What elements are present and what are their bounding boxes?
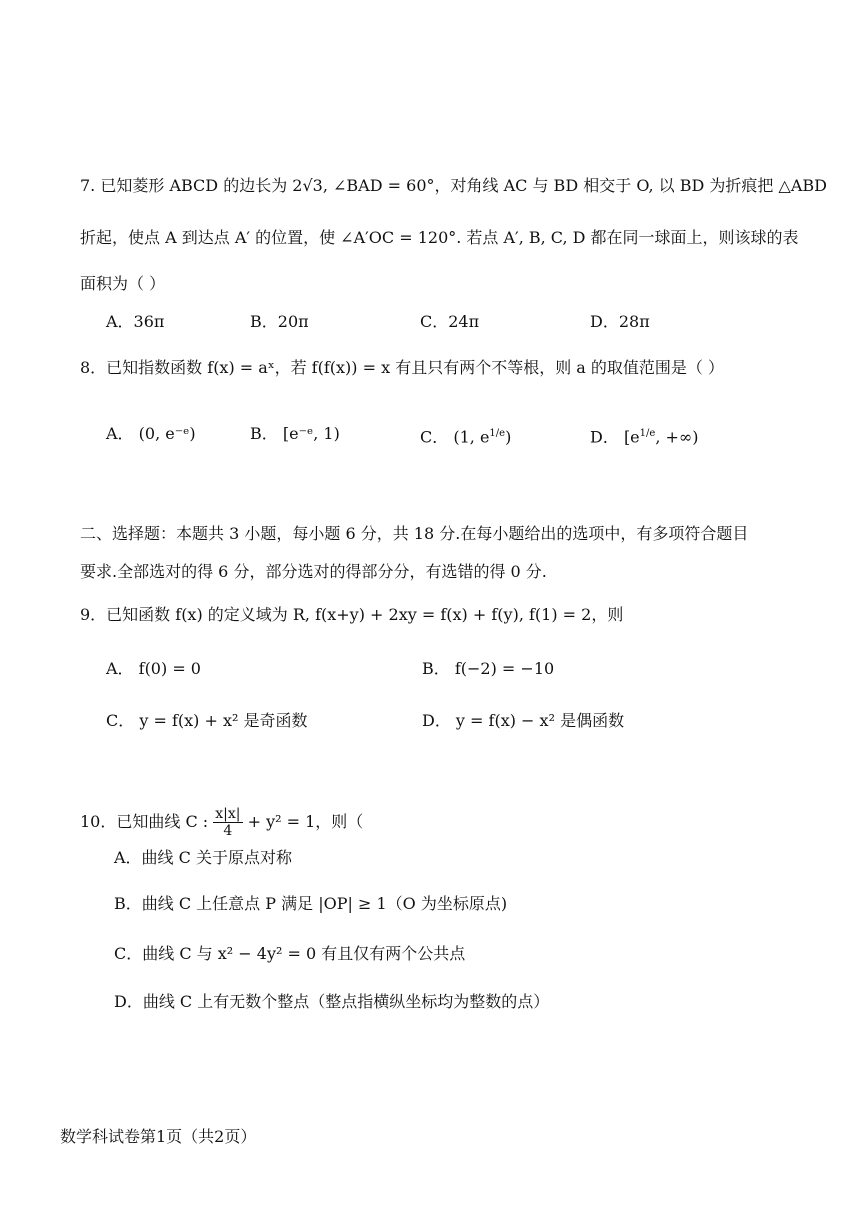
q8-option-d-label: D． [590,427,619,447]
q8-option-b-expr: [e⁻ᵉ, 1) [282,424,340,443]
q10-stem [80,804,363,840]
q7-option-c: C．24π [420,312,480,331]
section2-line1: 二、选择题：本题共 3 小题，每小题 6 分，共 18 分.在每小题给出的选项中，有多项符合题目 [80,524,749,543]
q8-option-d-exp: 1/e [639,428,656,439]
q9-stem: 9．已知函数 f(x) 的定义域为 R, f(x+y) + 2xy = f(x) + f(y), f(1) = 2，则 [80,605,624,624]
q8-option-a-label: A． [106,424,134,443]
q10-fraction-denominator: 4 [223,823,233,839]
q9-option-a: A． f(0) = 0 [106,659,201,678]
q10-option-c: C．曲线 C 与 x² − 4y² = 0 有且仅有两个公共点 [114,944,466,963]
q9-option-d: D． y = f(x) − x² 是偶函数 [422,711,625,730]
q8-option-b-label: B． [250,424,278,443]
q10-option-a: A．曲线 C 关于原点对称 [114,848,292,867]
q8-option-a-expr: (0, e⁻ᵉ) [138,424,196,443]
q7-option-a: A．36π [106,312,165,331]
q8-option-d-left: [e [623,427,640,447]
q8-option-c-exp: 1/e [489,428,506,439]
page-footer: 数学科试卷第1页（共2页） [60,1127,257,1146]
q8-stem: 8．已知指数函数 f(x) = aˣ，若 f(f(x)) = x 有且只有两个不等根，则 a 的取值范围是（ ） [80,358,725,377]
q7-option-b: B．20π [250,312,309,331]
q10-option-d: D．曲线 C 上有无数个整点（整点指横纵坐标均为整数的点） [114,992,550,1011]
q10-fraction-numerator: x|x| [215,806,241,822]
q7-option-d: D．28π [590,312,650,331]
q8-option-c-left: (1, e [453,427,490,447]
q7-line2: 折起，使点 A 到达点 A′ 的位置，使 ∠A′OC = 120°. 若点 A′, B, C, D 都在同一球面上，则该球的表 [80,228,799,247]
q10-option-b: B．曲线 C 上任意点 P 满足 |OP| ≥ 1（O 为坐标原点) [114,894,508,913]
q8-option-c [420,420,511,451]
q8-option-c-right: ) [505,427,512,447]
q10-fraction [213,806,242,839]
q8-option-d-right: , +∞) [655,427,699,447]
q10-prefix: 10．已知曲线 C : [80,812,209,831]
q9-option-b: B． f(−2) = −10 [422,659,555,678]
q10-suffix: + y² = 1，则（ [247,812,364,831]
q8-option-c-label: C． [420,427,449,447]
q9-option-c: C． y = f(x) + x² 是奇函数 [106,711,308,730]
q8-option-b [250,420,340,448]
q7-line1: 7. 已知菱形 ABCD 的边长为 2√3, ∠BAD = 60°，对角线 AC 与 BD 相交于 O, 以 BD 为折痕把 △ABD [80,176,827,195]
q8-option-a [106,420,196,448]
q7-line3: 面积为（ ） [80,274,166,293]
q8-option-d [590,420,698,451]
section2-line2: 要求.全部选对的得 6 分，部分选对的得部分分，有选错的得 0 分. [80,562,547,581]
